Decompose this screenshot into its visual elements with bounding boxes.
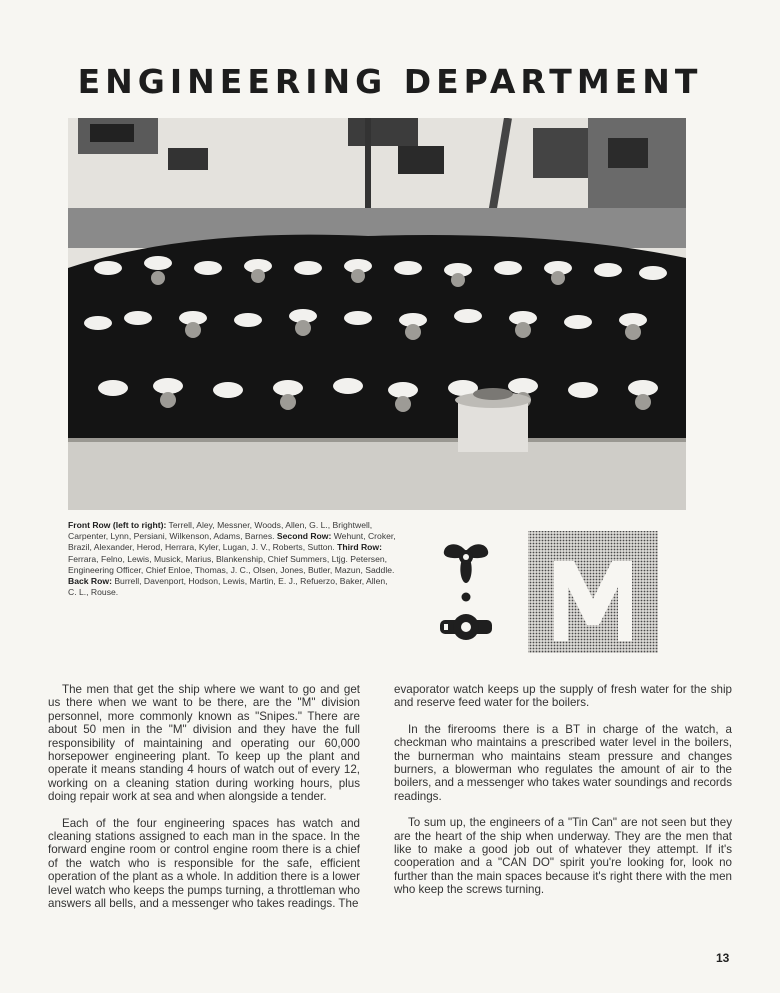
photo-caption	[68, 520, 396, 598]
article-paragraph: The men that get the ship where we want to go and get us there when we want to be there, are the "M" division personnel, more commonly known as "Snipes." There are about 50 men in the "M" division and they have the full responsibility of maintaining and operating our 60,000 horsepower engineering plant. To keep up the plant and operate it means standing 4 hours of watch out of every 12, working on a cleaning station during working hours, plus doing repair work at sea and when alongside a tender.	[48, 683, 360, 804]
article-right-column	[394, 683, 732, 910]
caption-back-row-names: Burrell, Davenport, Hodson, Lewis, Martin, E. J., Refuerzo, Baker, Allen, C. L., Rouse.	[68, 576, 388, 598]
article-paragraph: Each of the four engineering spaces has watch and cleaning stations assigned to each man in the space. In the forward engine room or control engine room there is a chief of the watch who is responsible for the safe, efficient operation of the plant as a whole. In addition there is a lower level watch who keeps the pumps turning, a throttleman who answers all bells, and a messenger who takes readings. The	[48, 816, 360, 911]
caption-front-row-label: Front Row (left to right):	[68, 520, 167, 530]
article-paragraph: evaporator watch keeps up the supply of fresh water for the ship and reserve feed water for the boilers.	[394, 683, 732, 710]
gauge-icon	[440, 614, 492, 640]
article-paragraph: To sum up, the engineers of a "Tin Can" are not seen but they are the heart of the ship when underway. They are the men that like to make a good job out of whatever they attempt. If it's cooperation and a "CAN DO" spirit you're looking for, look no further than the main spaces because it's right there with the men who keep the screws turning.	[394, 816, 732, 897]
m-division-emblem	[436, 527, 662, 657]
m-letter-graphic	[528, 531, 658, 653]
propeller-icon	[444, 544, 488, 601]
caption-back-row-label: Back Row:	[68, 576, 112, 587]
page-number: 13	[716, 951, 730, 965]
article-left-column	[48, 683, 360, 924]
caption-third-row-names: Ferrara, Felno, Lewis, Musick, Marius, Blankenship, Chief Summers, Ltjg. Petersen, Engineering Officer, Chief Enloe, Thomas, J. C., Olsen, Jones, Butler, Mazun, Saddle.	[68, 553, 395, 575]
caption-third-row-label: Third Row:	[337, 542, 382, 553]
caption-front-row-names: Terrell, Aley, Messner, Woods, Allen, G. L., Brightwell, Carpenter, Lynn, Persiani, Wilkenson, Adams, Barnes.	[68, 520, 373, 542]
crew-group-photo	[68, 118, 686, 510]
page-title: ENGINEERING DEPARTMENT	[77, 62, 703, 101]
caption-second-row-label: Second Row:	[276, 531, 332, 542]
article-paragraph: In the firerooms there is a BT in charge of the watch, a checkman who maintains a prescribed water level in the boilers, the burnerman who maintains steam pressure and changes burners, a blowerman who regulates the amount of air to the boilers, and a messenger who takes water soundings and records readings.	[394, 722, 732, 803]
caption-second-row-names: Wehunt, Croker, Brazil, Alexander, Herod, Herrara, Kyler, Lugan, J. V., Roberts, Sutton.	[68, 531, 396, 553]
